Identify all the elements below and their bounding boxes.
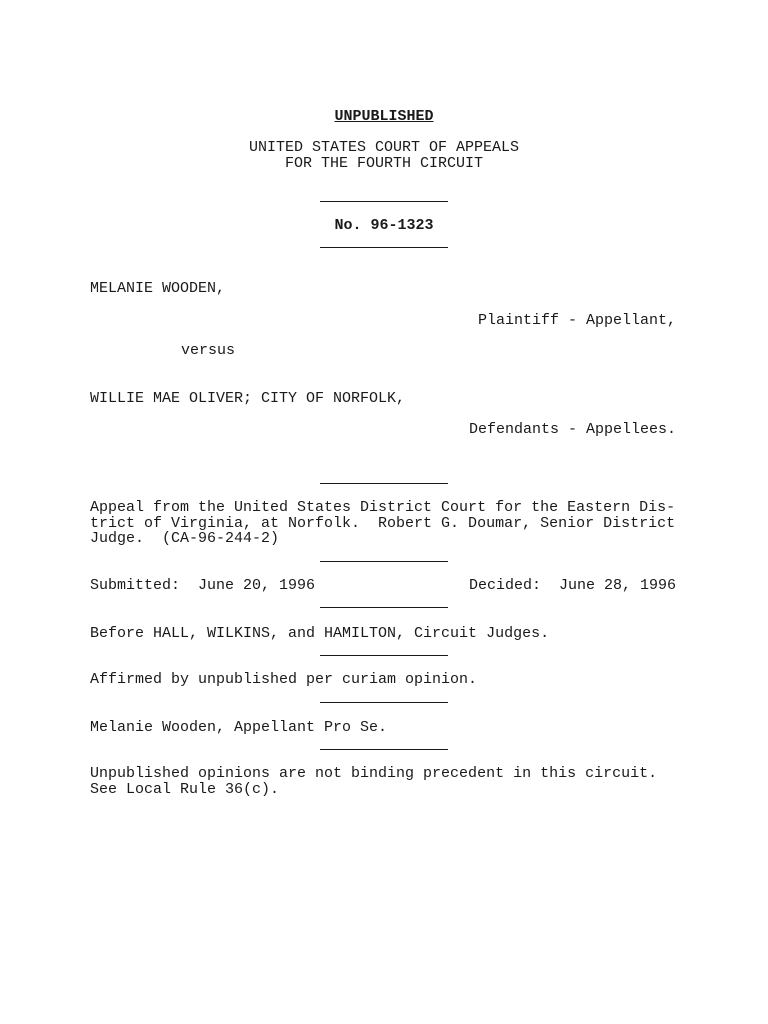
appeal-line-1: Appeal from the United States District Court for the Eastern Dis- bbox=[90, 499, 676, 516]
appeal-line-3: Judge. (CA-96-244-2) bbox=[90, 530, 280, 547]
court-name-line2: FOR THE FOURTH CIRCUIT bbox=[284, 155, 484, 172]
defendant-role: Defendants - Appellees. bbox=[468, 421, 676, 438]
divider-rule bbox=[320, 201, 448, 202]
divider-rule bbox=[320, 655, 448, 656]
versus-label: versus bbox=[181, 342, 236, 359]
divider-rule bbox=[320, 247, 448, 248]
defendant-name: WILLIE MAE OLIVER; CITY OF NORFOLK, bbox=[90, 390, 406, 407]
decided-date: Decided: June 28, 1996 bbox=[468, 577, 676, 594]
plaintiff-role: Plaintiff - Appellant, bbox=[477, 312, 676, 329]
panel-judges: Before HALL, WILKINS, and HAMILTON, Circuit Judges. bbox=[90, 625, 550, 642]
case-number: No. 96-1323 bbox=[334, 217, 434, 234]
unpublished-label: UNPUBLISHED bbox=[334, 108, 434, 125]
divider-rule bbox=[320, 749, 448, 750]
precedent-notice-line-2: See Local Rule 36(c). bbox=[90, 781, 280, 798]
disposition: Affirmed by unpublished per curiam opinion. bbox=[90, 671, 478, 688]
divider-rule bbox=[320, 483, 448, 484]
submitted-date: Submitted: June 20, 1996 bbox=[90, 577, 316, 594]
divider-rule bbox=[320, 702, 448, 703]
divider-rule bbox=[320, 561, 448, 562]
court-name-line1: UNITED STATES COURT OF APPEALS bbox=[248, 139, 520, 156]
plaintiff-name: MELANIE WOODEN, bbox=[90, 280, 226, 297]
precedent-notice-line-1: Unpublished opinions are not binding precedent in this circuit. bbox=[90, 765, 658, 782]
divider-rule bbox=[320, 607, 448, 608]
appeal-line-2: trict of Virginia, at Norfolk. Robert G. Doumar, Senior District bbox=[90, 515, 676, 532]
counsel: Melanie Wooden, Appellant Pro Se. bbox=[90, 719, 388, 736]
